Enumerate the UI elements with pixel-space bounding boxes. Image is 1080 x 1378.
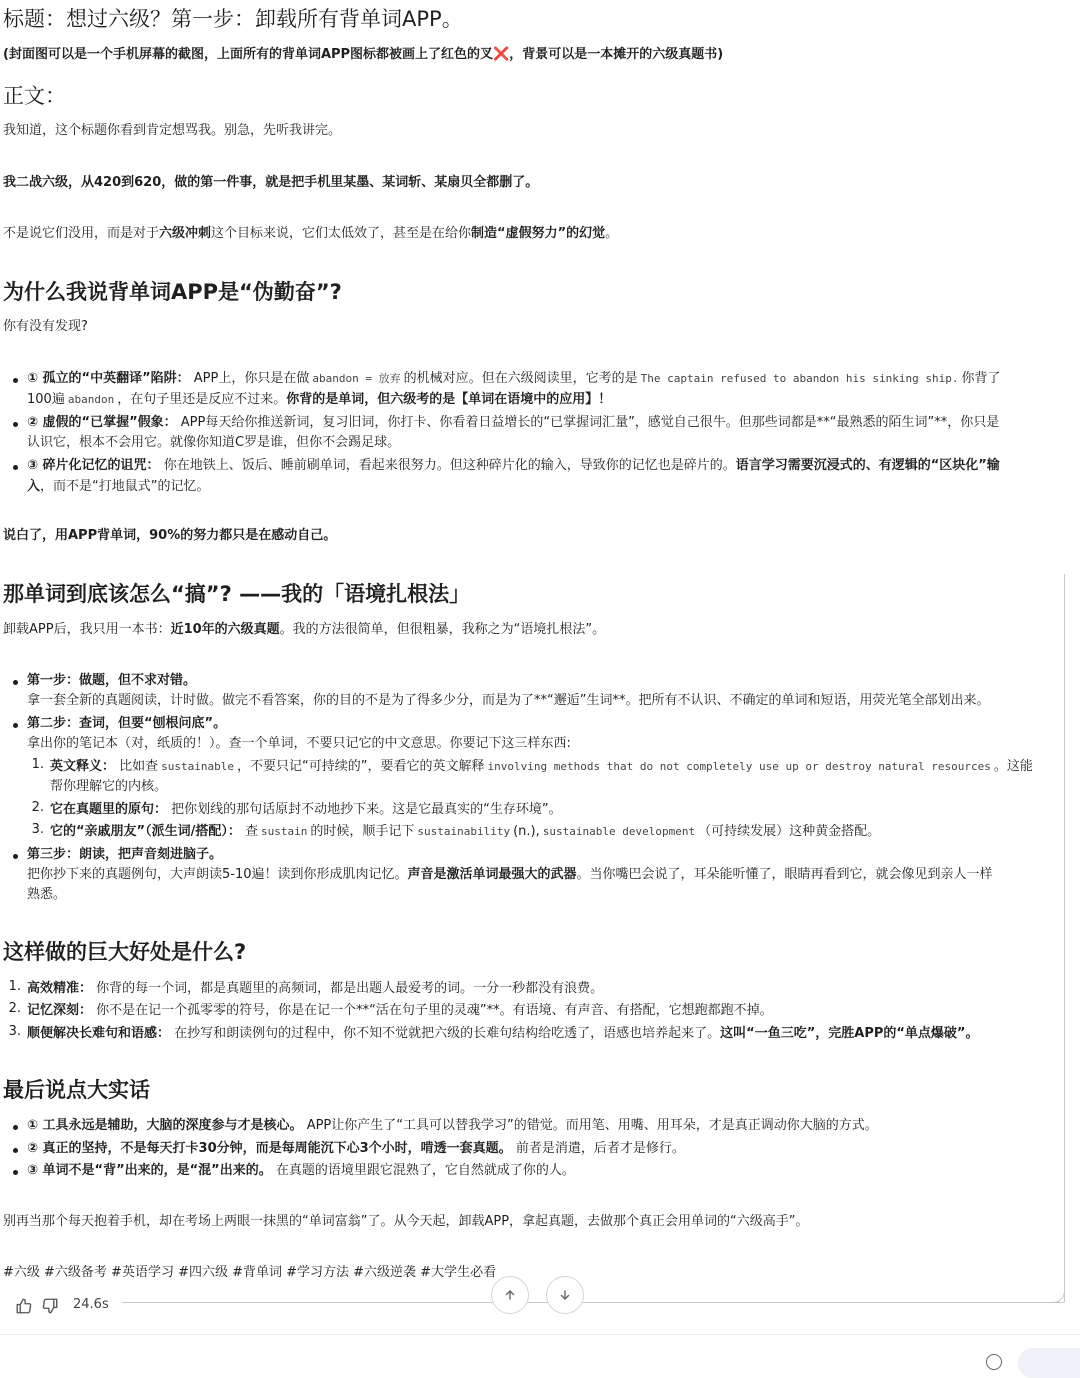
- cover-note-end: ，背景可以是一本摊开的六级真题书): [509, 47, 724, 62]
- sub-list-item: [50, 800, 562, 820]
- step-title: 第二步：查词，但要“刨根问底”。: [27, 716, 227, 731]
- item-label: 记忆深刻：: [27, 1003, 93, 1018]
- inline-code: abandon = 放弃: [312, 372, 401, 385]
- bullet-dot: [13, 422, 18, 427]
- item-text: APP上，你只是在做: [193, 371, 310, 386]
- list-item-cont: [27, 477, 210, 497]
- section-heading: 为什么我说背单词APP是“伪勤奋”?: [3, 280, 342, 304]
- benefit-item: [27, 1024, 978, 1044]
- item-text: 在抄写和朗读例句的过程中，你不知不觉就把六级的长难句结构给吃透了，语感也培养起来了。: [174, 1026, 721, 1041]
- arrow-up-icon: [504, 1289, 516, 1301]
- bullet-dot: [13, 680, 18, 685]
- red-cross-icon: ❌: [493, 47, 510, 62]
- item-text: APP每天给你推送新词，复习旧词，你打卡、你看着日益增长的“已掌握词汇量”，感觉自己很牛。但那些词都是**“最熟悉的陌生词”**，你只是: [180, 415, 1000, 430]
- item-label: ① 工具永远是辅助，大脑的深度参与才是核心。: [27, 1118, 303, 1133]
- section-conclusion: 说白了，用APP背单词，90%的努力都只是在感动自己。: [3, 528, 337, 543]
- item-label: 英文释义：: [50, 759, 116, 774]
- inline-code: abandon: [67, 393, 115, 406]
- elapsed-time: 24.6s: [73, 1297, 109, 1312]
- item-bold: 入: [27, 479, 41, 494]
- step-title: 第一步：做题，但不求对错。: [27, 673, 197, 688]
- sub-list-item-cont: 帮你理解它的内核。: [50, 779, 168, 794]
- inline-code: The captain refused to abandon his sinking ship.: [640, 372, 959, 385]
- response-border-bottom: [122, 1302, 1064, 1303]
- bullet-dot: [13, 1148, 18, 1153]
- bullet-dot: [13, 378, 18, 383]
- cover-note: [3, 43, 723, 62]
- item-text: 你背的每一个词，都是真题里的高频词，都是出题人最爱考的词。一分一秒都没有浪费。: [96, 981, 604, 996]
- item-bold: 这叫“一鱼三吃”，完胜APP的“单点爆破”。: [720, 1026, 979, 1041]
- item-label: ② 虚假的“已掌握”假象：: [27, 415, 177, 430]
- bullet-dot: [13, 723, 18, 728]
- inline-code: sustainability: [417, 825, 511, 838]
- hashtags: #六级 #六级备考 #英语学习 #四六级 #背单词 #学习方法 #六级逆袭 #大学生必看: [3, 1265, 497, 1280]
- list-number: 3.: [8, 1024, 21, 1039]
- intro-text: 这个目标来说，它们太低效了，甚至是在给你: [211, 226, 472, 241]
- item-text: ，在句子里还是反应不过来。: [117, 392, 287, 407]
- step-text: 拿一套全新的真题阅读，计时做。做完不看答案，你的目的不是为了得多少分，而是为了**“邂逅”生词**。把所有不认识、不确定的单词和短语，用荧光笔全部划出来。: [27, 693, 990, 708]
- bullet-dot: [13, 1125, 18, 1130]
- toolbar-divider: [0, 1334, 1080, 1335]
- item-text: APP让你产生了“工具可以替我学习”的错觉。而用笔、用嘴、用耳朵，才是真正调动你大脑的方式。: [306, 1118, 878, 1133]
- item-label: 它在真题里的原句：: [50, 802, 168, 817]
- item-text: 。这能: [993, 759, 1033, 774]
- bullet-dot: [13, 1170, 18, 1175]
- truth-item: [27, 1116, 878, 1136]
- step-text-part: 。当你嘴巴会说了，耳朵能听懂了，眼睛再看到它，就会像见到亲人一样: [576, 867, 993, 882]
- item-label: ③ 碎片化记忆的诅咒：: [27, 458, 160, 473]
- thumbs-up-icon[interactable]: [14, 1296, 34, 1316]
- list-item: [27, 456, 1000, 476]
- thumbs-down-icon[interactable]: [40, 1296, 60, 1316]
- section-lead: 你有没有发现?: [3, 319, 88, 334]
- list-number: 2.: [8, 1001, 21, 1016]
- item-text: 在真题的语境里跟它混熟了，它自然就成了你的人。: [275, 1163, 575, 1178]
- lead-text: 卸载APP后，我只用一本书：: [3, 622, 171, 637]
- item-text: 前者是消遣，后者才是修行。: [515, 1141, 685, 1156]
- list-number: 2.: [31, 800, 44, 815]
- item-text: 的机械对应。但在六级阅读里，它考的是: [403, 371, 638, 386]
- section-heading: 最后说点大实话: [3, 1078, 150, 1102]
- response-border-right: [1064, 574, 1065, 1302]
- inline-code: sustainable: [161, 760, 235, 773]
- lead-bold: 近10年的六级真题: [170, 622, 280, 637]
- step-text-part: 把你抄下来的真题例句，大声朗读5-10遍！读到你形成肌肉记忆。: [27, 867, 408, 882]
- body-label: 正文：: [3, 84, 66, 108]
- step-bold: 声音是激活单词最强大的武器: [407, 867, 577, 882]
- inline-code: involving methods that do not completely use up or destroy natural resources: [487, 760, 991, 773]
- intro-bold: 制造“虚假努力”的幻觉: [471, 226, 606, 241]
- settings-icon[interactable]: [986, 1354, 1002, 1370]
- item-label: ① 孤立的“中英翻译”陷阱：: [27, 371, 190, 386]
- item-text: ，而不是“打地鼠式”的记忆。: [40, 479, 210, 494]
- lead-text: 。我的方法很简单，但很粗暴，我称之为“语境扎根法”。: [279, 622, 606, 637]
- list-item-cont: [27, 390, 611, 410]
- post-title: 标题：想过六级？第一步：卸载所有背单词APP。: [3, 7, 463, 31]
- section-heading: 这样做的巨大好处是什么?: [3, 940, 247, 964]
- intro-paragraph-2: 我二战六级，从420到620，做的第一件事，就是把手机里某墨、某词斩、某扇贝全都删了。: [3, 175, 539, 190]
- benefit-item: [27, 979, 603, 999]
- truth-item: [27, 1161, 575, 1181]
- item-text: 比如查: [119, 759, 159, 774]
- bullet-dot: [13, 465, 18, 470]
- inline-code: sustain: [261, 825, 308, 838]
- list-number: 3.: [31, 822, 44, 837]
- section-lead: [3, 620, 605, 640]
- item-text: 100遍: [27, 392, 65, 407]
- list-item: [27, 369, 1001, 389]
- intro-bold: 六级冲刺: [159, 226, 212, 241]
- item-bold: 你背的是单词，但六级考的是【单词在语境中的应用】！: [286, 392, 612, 407]
- item-text: 你背了: [961, 371, 1001, 386]
- closing-paragraph: 别再当那个每天抱着手机，却在考场上两眼一抹黑的“单词富翁”了。从今天起，卸载APP，拿起真题，去做那个真正会用单词的“六级高手”。: [3, 1214, 809, 1229]
- step-text: [27, 865, 993, 885]
- inline-code: sustainable development: [542, 825, 696, 838]
- sub-list-item: [50, 757, 1033, 777]
- step-text: 拿出你的笔记本（对，纸质的！）。查一个单词，不要只记它的中文意思。你要记下这三样东西:: [27, 736, 571, 751]
- item-label: ② 真正的坚持，不是每天打卡30分钟，而是每周能沉下心3个小时，啃透一套真题。: [27, 1141, 512, 1156]
- intro-text: 。: [605, 226, 619, 241]
- intro-paragraph-1: 我知道，这个标题你看到肯定想骂我。别急，先听我讲完。: [3, 123, 342, 138]
- bullet-dot: [13, 854, 18, 859]
- truth-item: [27, 1139, 685, 1159]
- list-item-cont: 认识它，根本不会用它。就像你知道C罗是谁，但你不会踢足球。: [27, 435, 401, 450]
- item-text: 把你划线的那句话原封不动地抄下来。这是它最真实的“生存环境”。: [171, 802, 562, 817]
- item-label: 顺便解决长难句和语感：: [27, 1026, 171, 1041]
- cover-note-text: (封面图可以是一个手机屏幕的截图，上面所有的背单词APP图标都被画上了红色的叉: [3, 47, 494, 62]
- benefit-item: [27, 1001, 773, 1021]
- item-text: (n.),: [513, 824, 540, 839]
- item-label: 它的“亲戚朋友”（派生词/搭配）：: [50, 824, 241, 839]
- intro-text: 不是说它们没用，而是对于: [3, 226, 160, 241]
- section-heading: 那单词到底该怎么“搞”? ——我的「语境扎根法」: [3, 582, 471, 606]
- intro-paragraph-3: [3, 224, 618, 244]
- list-number: 1.: [31, 757, 44, 772]
- item-text: ，不要只记“可持续的”，要看它的英文解释: [237, 759, 485, 774]
- item-text: 你在地铁上、饭后、睡前刷单词，看起来很努力。但这种碎片化的输入，导致你的记忆也是碎片的。: [163, 458, 736, 473]
- scroll-down-button[interactable]: [546, 1276, 584, 1314]
- list-number: 1.: [8, 979, 21, 994]
- arrow-down-icon: [559, 1289, 571, 1301]
- item-label: 高效精准：: [27, 981, 93, 996]
- item-text: （可持续发展）这种黄金搭配。: [698, 824, 881, 839]
- item-bold: 语言学习需要沉浸式的、有逻辑的“区块化”输: [735, 458, 1000, 473]
- step-title: 第三步：朗读，把声音刻进脑子。: [27, 847, 223, 862]
- step-text-cont: 熟悉。: [27, 887, 67, 902]
- sub-list-item: [50, 822, 880, 842]
- item-text: 查: [244, 824, 258, 839]
- input-pill[interactable]: [1018, 1348, 1080, 1378]
- item-label: ③ 单词不是“背”出来的，是“混”出来的。: [27, 1163, 272, 1178]
- list-item: [27, 413, 999, 433]
- item-text: 你不是在记一个孤零零的符号，你是在记一个**“活在句子里的灵魂”**。有语境、有声音、有搭配，它想跑都跑不掉。: [96, 1003, 773, 1018]
- item-text: 的时候，顺手记下: [310, 824, 415, 839]
- scroll-up-button[interactable]: [491, 1276, 529, 1314]
